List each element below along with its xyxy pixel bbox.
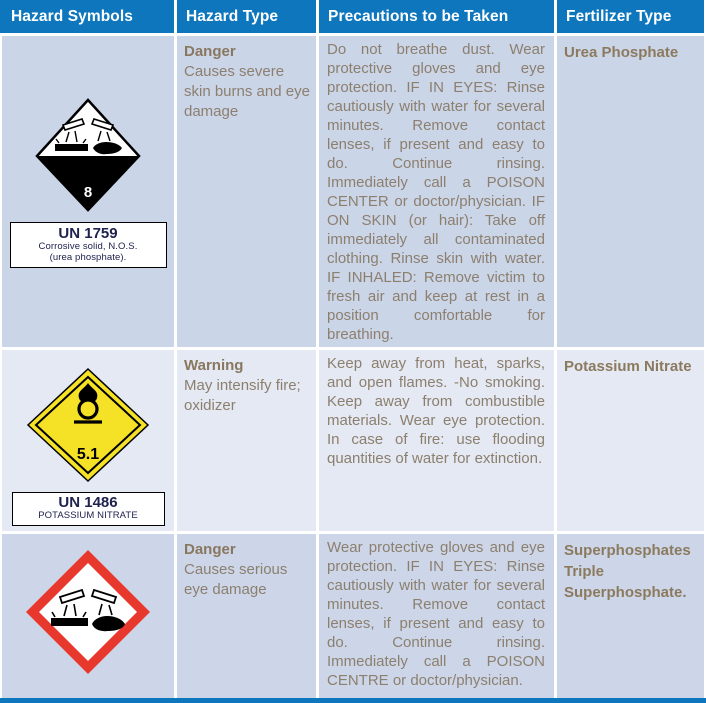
hazard-signal-word: Warning <box>184 357 244 374</box>
un-description-line1: POTASSIUM NITRATE <box>38 510 138 521</box>
table-row-3-fertilizer: Superphosphates Triple Superphosphate. <box>557 534 704 698</box>
table-row-2-fertilizer: Potassium Nitrate <box>557 350 704 531</box>
table-row-2-symbol-cell <box>2 350 174 531</box>
un-1759-label <box>10 222 167 268</box>
un-description-line2: (urea phosphate). <box>49 251 127 263</box>
class8-corrosive-diamond-icon <box>35 98 141 212</box>
hazard-signal-word: Danger <box>184 43 236 60</box>
hazard-description: Causes severe skin burns and eye damage <box>184 63 310 120</box>
hazard-signal-word: Danger <box>184 541 236 558</box>
table-row-3-precautions: Wear protective gloves and eye protection. IF IN EYES: Rinse cautiously with water for several minutes. Remove contact lenses, if present and easy to do. Continue rinsing. Immediately call a POISON CENTRE or doctor/physician. <box>319 534 554 698</box>
col-header-hazard-type: Hazard Type <box>177 0 316 33</box>
col-header-precautions: Precautions to be Taken <box>319 0 554 33</box>
class-number-label: 8 <box>83 184 93 201</box>
table-row-3-symbol-cell <box>2 534 174 698</box>
un-code: UN 1486 <box>58 494 118 511</box>
bottom-accent-bar <box>0 698 706 703</box>
table-row-1-fertilizer: Urea Phosphate <box>557 36 704 347</box>
class-number-label: 5.1 <box>76 446 100 463</box>
un-description-line1: Corrosive solid, N.O.S. <box>38 241 138 252</box>
table-row-3-hazard-type <box>177 534 316 698</box>
oxidizer-5-1-diamond-icon <box>26 367 150 483</box>
table-row-2-precautions: Keep away from heat, sparks, and open flames. -No smoking. Keep away from combustible materials. Wear eye protection. In case of fire: use flooding quantities of water for extinction. <box>319 350 554 531</box>
table-row-1-precautions: Do not breathe dust. Wear protective gloves and eye protection. IF IN EYES: Rinse cautiously with water for several minutes. Remove contact lenses, if present and easy to do. Continue rinsing. Immediately call a POISON CENTER or doctor/physician. IF ON SKIN (or hair): Take off immediately all contaminated clothing. Rinse skin with water. IF INHALED: Remove victim to fresh air and keep at rest in a position comfortable for breathing. <box>319 36 554 347</box>
table-row-1-symbol-cell <box>2 36 174 347</box>
un-1486-label <box>12 492 165 526</box>
un-code: UN 1759 <box>58 225 118 242</box>
table-row-2-hazard-type <box>177 350 316 531</box>
table-row-1-hazard-type <box>177 36 316 347</box>
hazard-description: Causes serious eye damage <box>184 561 288 598</box>
hazard-description: May intensify fire; oxidizer <box>184 377 301 414</box>
col-header-hazard-symbols: Hazard Symbols <box>0 0 174 33</box>
col-header-fertilizer-type: Fertilizer Type <box>557 0 704 33</box>
ghs-corrosion-diamond-icon <box>24 548 152 676</box>
